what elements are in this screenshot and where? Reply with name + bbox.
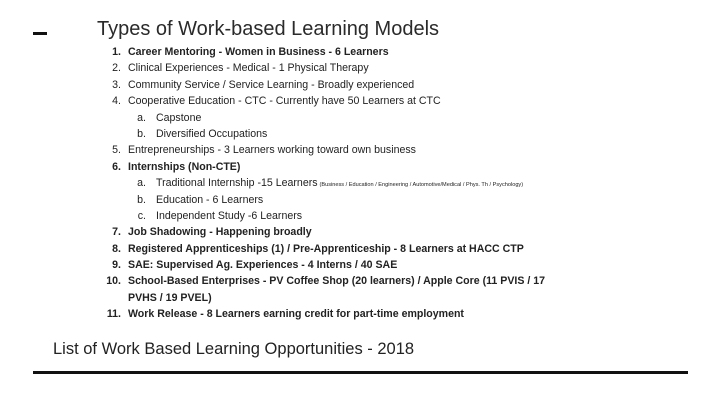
list-item <box>88 241 688 257</box>
list-item-text <box>128 77 414 93</box>
list-item-text <box>128 306 464 322</box>
list-item-label: Internships (Non-CTE) <box>128 160 241 173</box>
list-item <box>88 60 688 76</box>
list-item-number: a. <box>137 111 146 124</box>
list-item <box>88 77 688 93</box>
title-dash-decoration <box>33 32 47 35</box>
list-item <box>88 44 688 60</box>
list-item-label: Independent Study -6 Learners <box>156 209 303 222</box>
list-item-label: School-Based Enterprises - PV Coffee Shop (20 learners) / Apple Core (11 PVIS / 17 <box>128 275 546 288</box>
list-item-number: b. <box>137 127 146 140</box>
list-item <box>88 142 688 158</box>
list-item-label: PVHS / 19 PVEL) <box>128 291 212 304</box>
list-item-label: Education - 6 Learners <box>156 193 264 206</box>
list-item <box>88 110 688 126</box>
list-item-label: Capstone <box>156 111 202 124</box>
list-item-text <box>156 192 263 208</box>
list-item-text <box>128 273 545 289</box>
list-item <box>88 159 688 175</box>
list-item-number: 4. <box>112 95 121 108</box>
list-item-label: SAE: Supervised Ag. Experiences - 4 Interns / 40 SAE <box>128 259 398 272</box>
list-item <box>88 208 688 224</box>
list-item-text <box>128 44 389 60</box>
list-item <box>88 224 688 240</box>
list-item-number: 6. <box>112 160 121 173</box>
list-item-text <box>128 257 397 273</box>
list-item-text <box>128 142 416 158</box>
list-item-number: 2. <box>112 62 121 75</box>
list-item <box>88 126 688 142</box>
list-item-text <box>156 208 302 224</box>
list-item-text <box>128 93 441 109</box>
list-item-label: Cooperative Education - CTC - Currently have 50 Learners at CTC <box>128 95 441 108</box>
list-item-number: a. <box>137 177 146 190</box>
list-item-label: Diversified Occupations <box>156 127 268 140</box>
list-item-label: Registered Apprenticeships (1) / Pre-Apprenticeship - 8 Learners at HACC CTP <box>128 242 524 255</box>
list-item-number: 1. <box>112 46 121 58</box>
slide-title: Types of Work-based Learning Models <box>97 18 440 40</box>
list-item <box>88 306 688 322</box>
slide-image <box>88 14 688 324</box>
list-item <box>88 290 688 306</box>
caption-underline <box>33 371 688 374</box>
list-item-label: Entrepreneurships - 3 Learners working toward own business <box>128 144 416 157</box>
work-based-learning-list <box>88 44 688 323</box>
list-item-number: 7. <box>112 226 121 239</box>
list-item-label: Clinical Experiences - Medical - 1 Physical Therapy <box>128 62 369 75</box>
list-item-number: 9. <box>112 259 121 272</box>
list-item-text <box>128 290 212 306</box>
list-item-label: Career Mentoring - Women in Business - 6 Learners <box>128 46 389 58</box>
list-item-text <box>128 241 524 257</box>
list-item-label: Traditional Internship -15 Learners <box>156 177 318 190</box>
list-item <box>88 175 688 191</box>
list-item <box>88 273 688 289</box>
list-item-number: c. <box>137 209 146 222</box>
list-item-text <box>128 159 240 175</box>
list-item-text <box>128 224 312 240</box>
list-item-number: 8. <box>112 242 121 255</box>
list-item-text <box>156 110 201 126</box>
list-item-number: 5. <box>112 144 121 157</box>
list-item-text <box>156 126 267 142</box>
list-item <box>88 192 688 208</box>
list-item-label: Community Service / Service Learning - Broadly experienced <box>128 78 415 91</box>
list-item-number: 10. <box>106 275 121 288</box>
list-item-note: (Business / Education / Engineering / Automotive/Medical / Phys. Th / Psychology) <box>319 182 524 189</box>
list-item-number: 11. <box>106 308 121 321</box>
list-item-label: Work Release - 8 Learners earning credit for part-time employment <box>128 308 464 321</box>
list-item-number: b. <box>137 193 146 206</box>
caption: List of Work Based Learning Opportunities - 2018 <box>53 340 415 358</box>
list-item-label: Job Shadowing - Happening broadly <box>128 226 312 239</box>
list-item <box>88 257 688 273</box>
list-item-number: 3. <box>112 78 121 91</box>
list-item <box>88 93 688 109</box>
list-item-text <box>128 60 369 76</box>
